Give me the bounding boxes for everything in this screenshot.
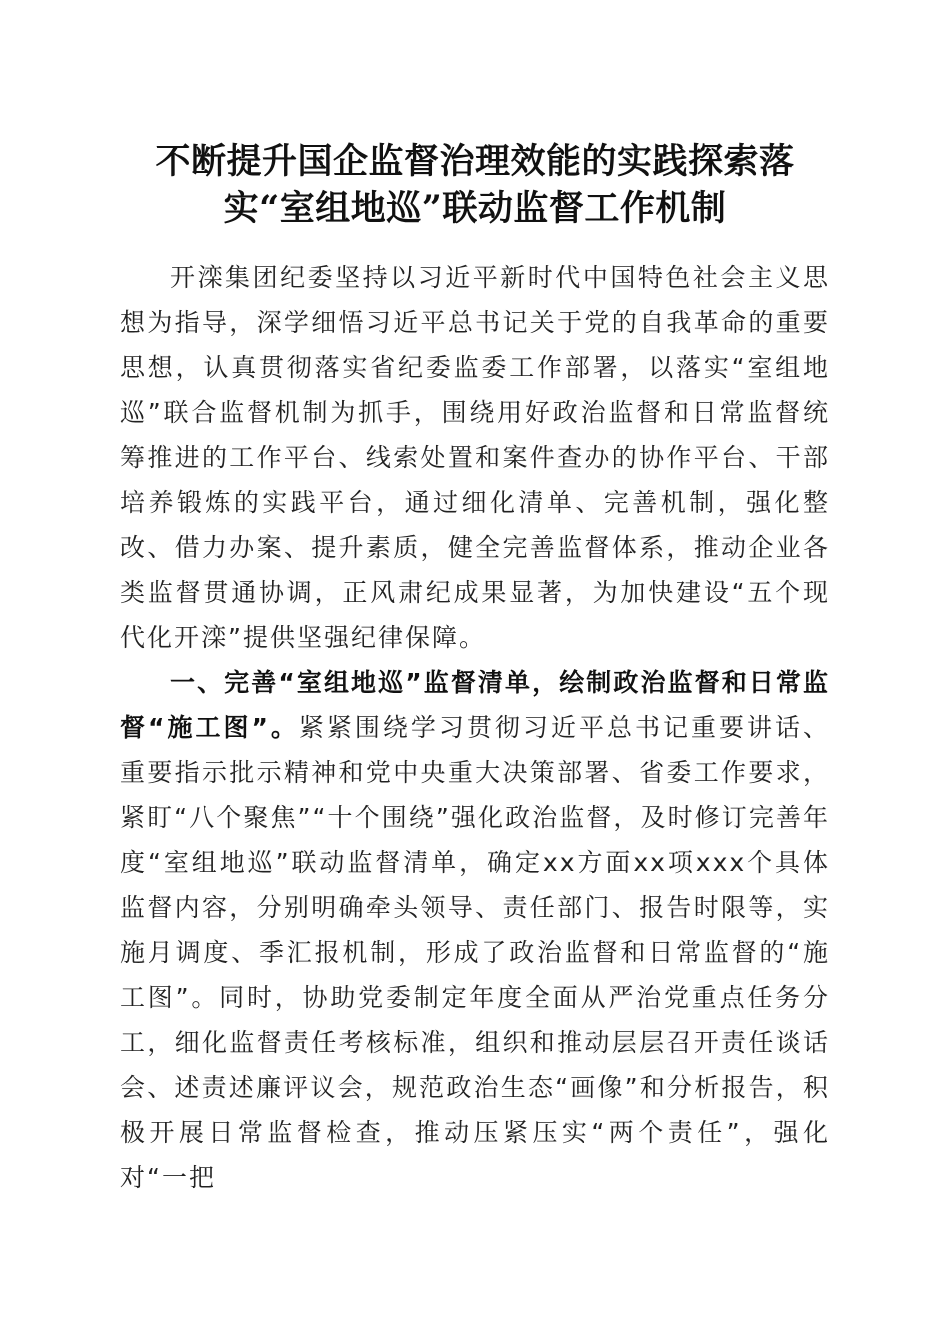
section-1-heading: 一、完善“室组地巡”监督清单，绘制政治监督和日常监督“施工图”。 [120, 668, 830, 742]
section-1-body: 紧紧围绕学习贯彻习近平总书记重要讲话、重要指示批示精神和党中央重大决策部署、省委工作要求，紧盯“八个聚焦”“十个围绕”强化政治监督，及时修订完善年度“室组地巡”联动监督清单，确定xx方面xx项xxx个具体监督内容，分别明确牵头领导、责任部门、报告时限等，实施月调度、季汇报机制，形成了政治监督和日常监督的“施工图”。同时，协助党委制定年度全面从严治党重点任务分工，细化监督责任考核标准，组织和推动层层召开责任谈话会、述责述廉评议会，规范政治生态“画像”和分析报告，积极开展日常监督检查，推动压紧压实“两个责任”，强化对“一把 [120, 713, 830, 1192]
section-1-paragraph [120, 660, 830, 1200]
document-body [120, 255, 830, 1200]
intro-paragraph: 开滦集团纪委坚持以习近平新时代中国特色社会主义思想为指导，深学细悟习近平总书记关于党的自我革命的重要思想，认真贯彻落实省纪委监委工作部署，以落实“室组地巡”联合监督机制为抓手，围绕用好政治监督和日常监督统筹推进的工作平台、线索处置和案件查办的协作平台、干部培养锻炼的实践平台，通过细化清单、完善机制，强化整改、借力办案、提升素质，健全完善监督体系，推动企业各类监督贯通协调，正风肃纪成果显著，为加快建设“五个现代化开滦”提供坚强纪律保障。 [120, 263, 830, 652]
document-title: 不断提升国企监督治理效能的实践探索落实“室组地巡”联动监督工作机制 [155, 141, 795, 229]
